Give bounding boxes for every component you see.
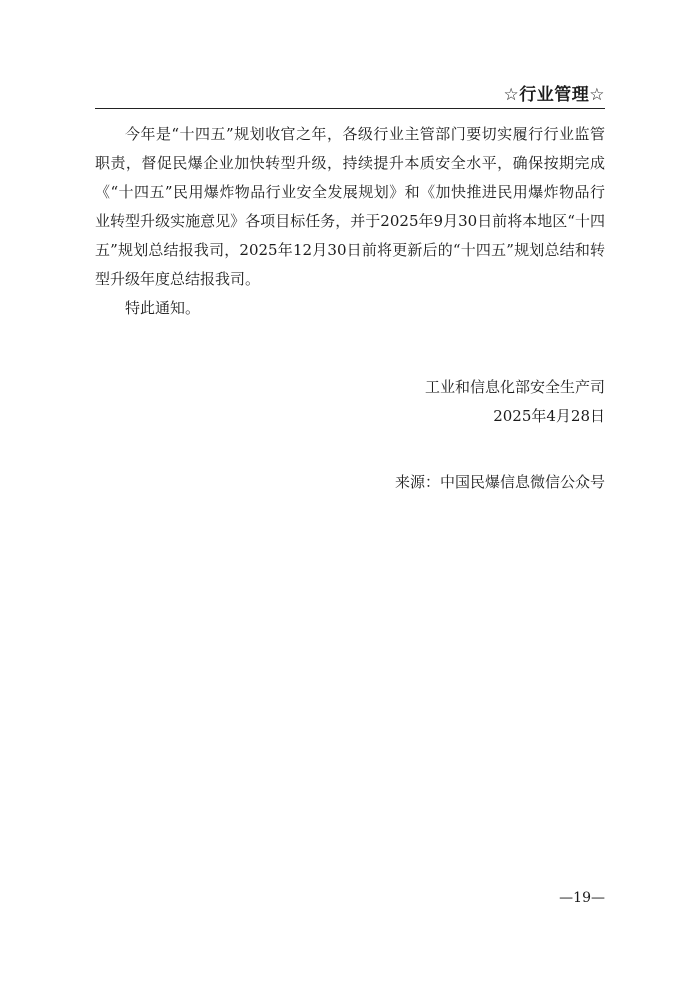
page-header	[95, 78, 605, 109]
issuer-name: 工业和信息化部安全生产司	[424, 378, 605, 396]
section-title: ☆行业管理☆	[503, 85, 605, 105]
source-note: 来源：中国民爆信息微信公众号	[394, 473, 605, 491]
body-paragraph: 今年是“十四五”规划收官之年，各级行业主管部门要切实履行行业监管职责，督促民爆企业加快转型升级，持续提升本质安全水平，确保按期完成《“十四五”民用爆炸物品行业安全发展规划》和《加快推进民用爆炸物品行业转型升级实施意见》各项目标任务，并于2025年9月30日前将本地区“十四五”规划总结报我司，2025年12月30日前将更新后的“十四五”规划总结和转型升级年度总结报我司。	[95, 125, 605, 288]
closing-line: 特此通知。	[125, 299, 201, 317]
page-number: —19—	[559, 890, 605, 906]
signoff-block	[305, 373, 605, 431]
issue-date: 2025年4月28日	[493, 407, 605, 425]
document-body	[95, 120, 605, 323]
